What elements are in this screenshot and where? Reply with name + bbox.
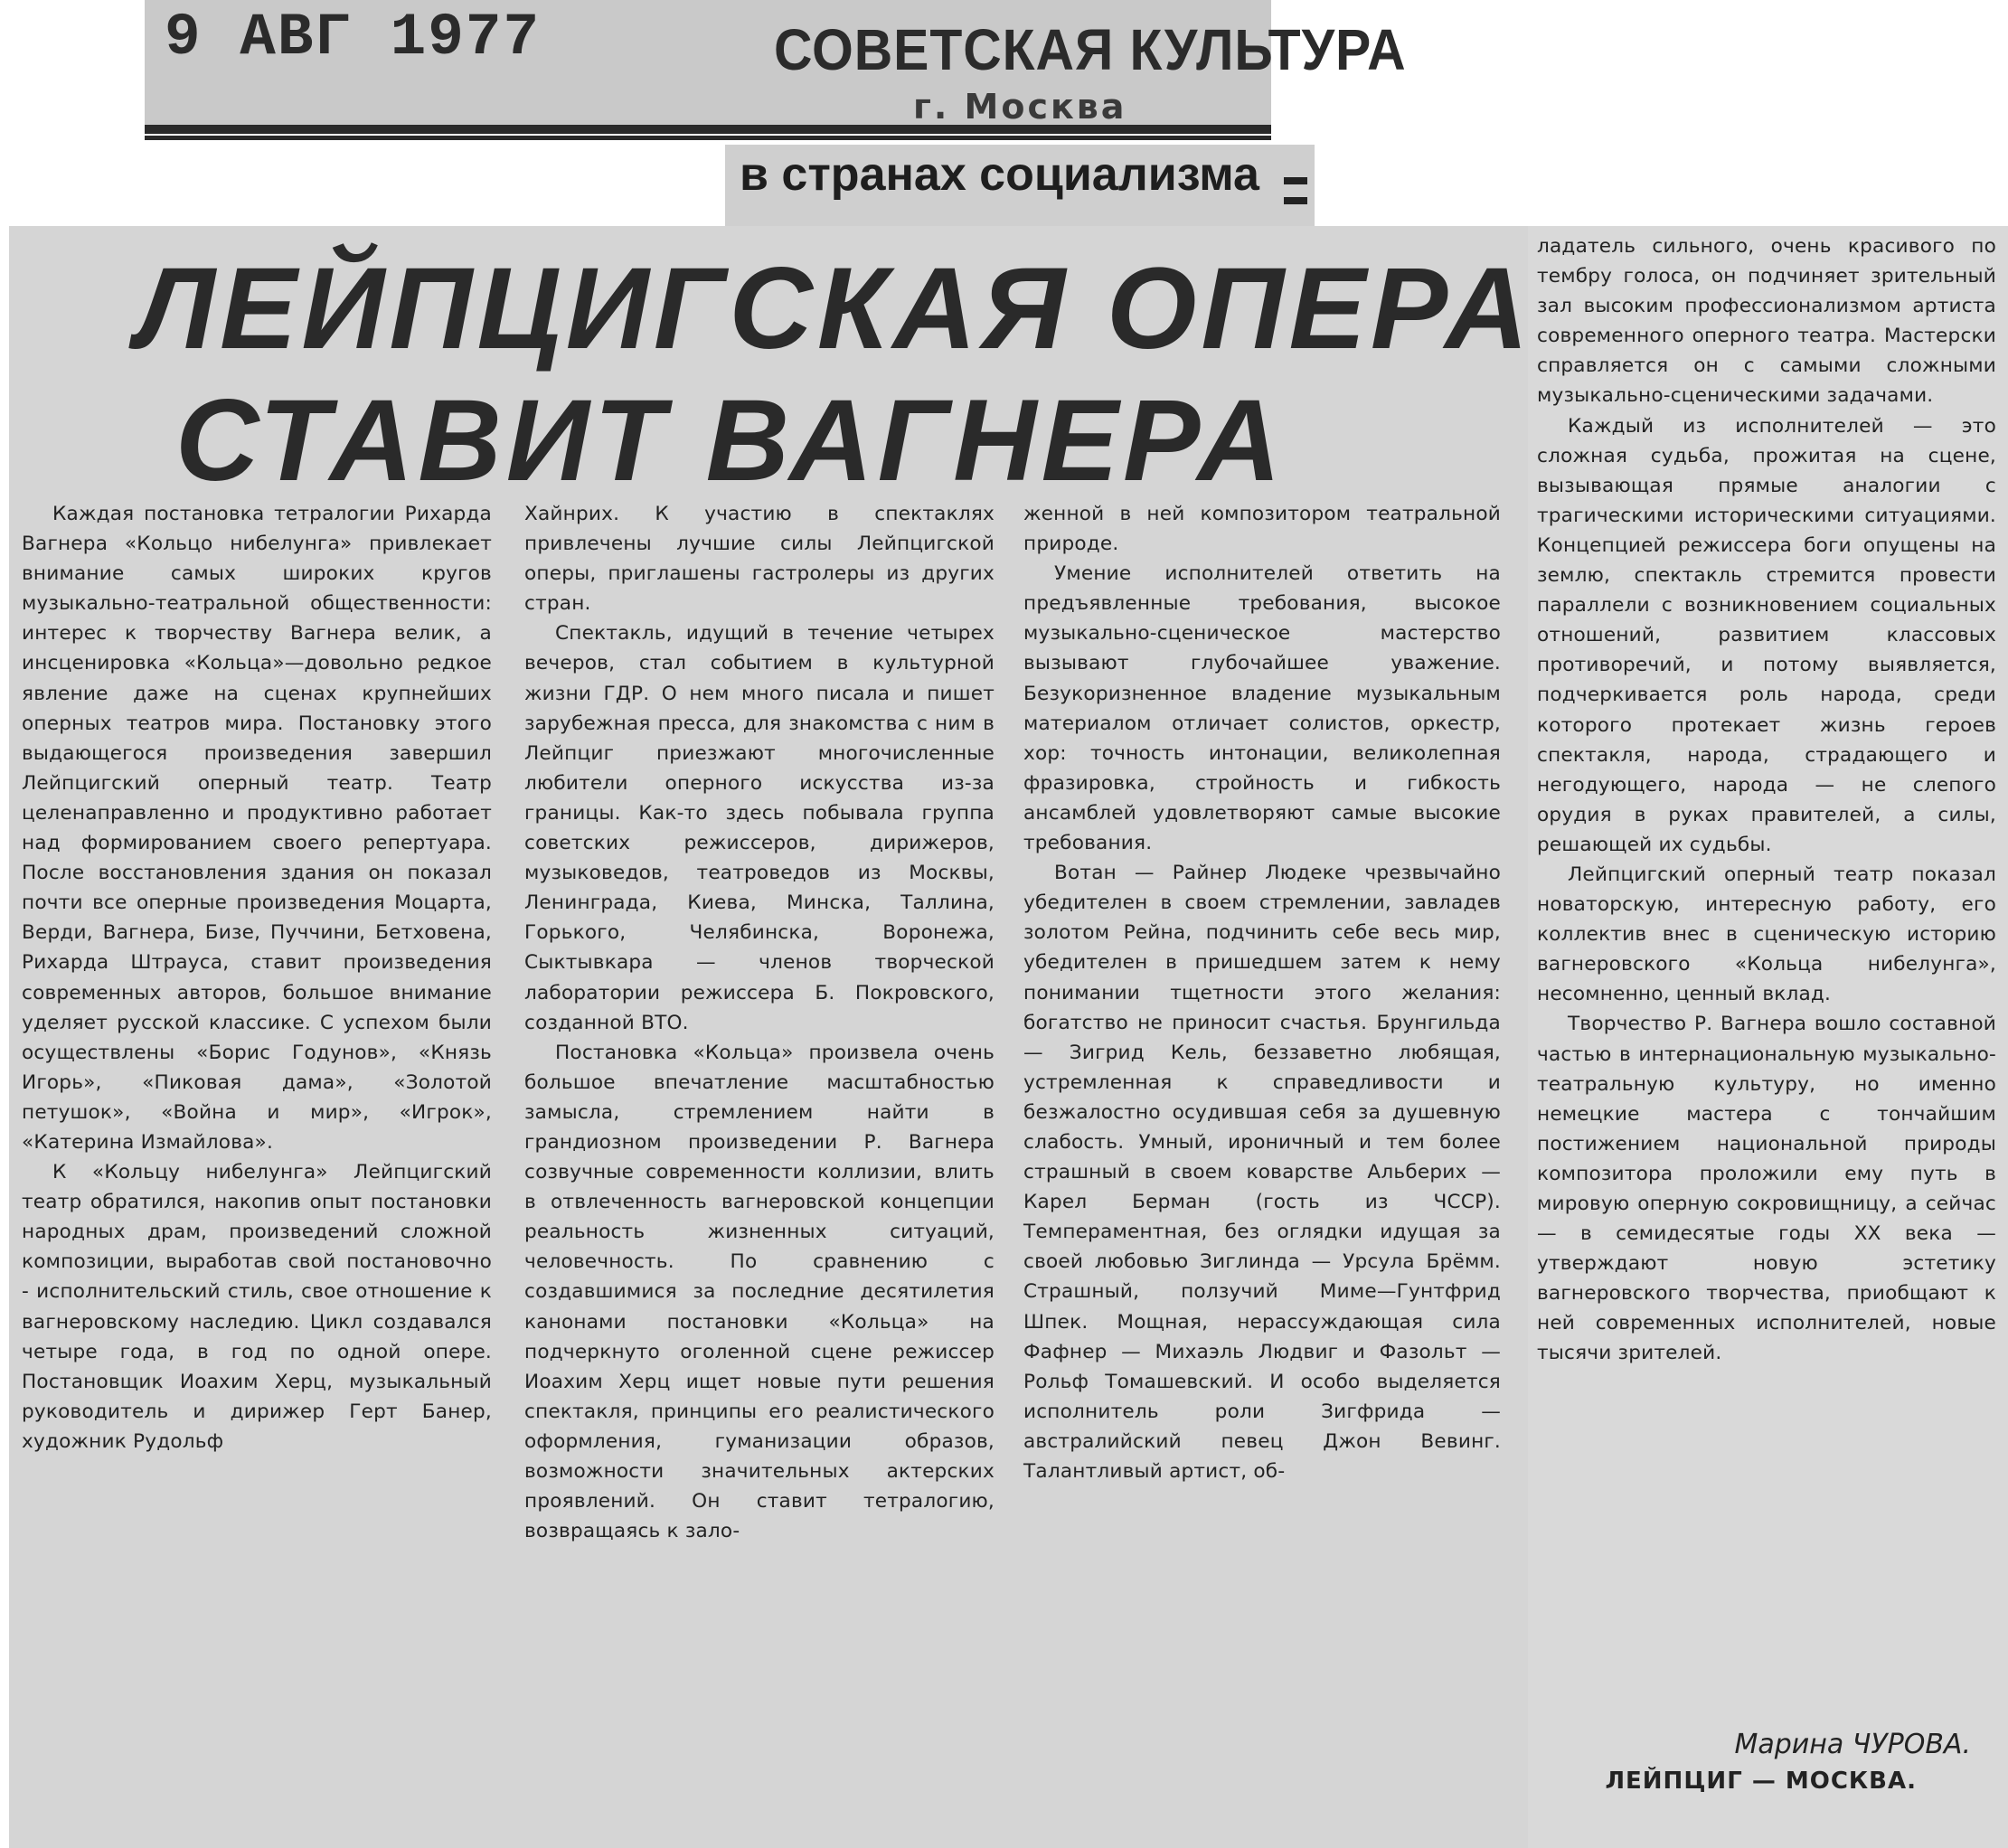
paragraph: женной в ней композитором театральной природе. [1023, 503, 1501, 556]
rubric-mark [1284, 177, 1307, 204]
rubric-heading: в странах социализма [740, 148, 1259, 201]
paragraph: Творчество Р. Вагнера вошло составной частью в интернациональную музыкально-театральную культуру, но именно немецкие мастера с тончайшим постижением национальной природы композитора проложили ему путь в мировую оперную сокровищницу, а сейчас — в семидесятые годы XX века — утверждают новую эстетику вагнеровского творчества, приобщают к ней современных исполнителей, новые тысячи зрителей. [1537, 1013, 1996, 1365]
date-stamp: 9 АВГ 1977 [165, 4, 542, 71]
dateline-place: ЛЕЙПЦИГ — МОСКВА. [1605, 1768, 1917, 1795]
newspaper-city: г. Москва [913, 87, 1127, 127]
byline [1573, 1727, 1971, 1799]
paragraph: Постановка «Кольца» произвела очень большое впечатление масштабностью замысла, стремлением найти в грандиозном произведении Р. Вагнера созвучные современности коллизии, влить в отвлеченность вагнеровской концепции реальность жизненных ситуаций, человечность. По сравнению с создавшимися за последние десятилетия канонами постановки «Кольца» на подчеркнуто оголенной сцене режиссер Иоахим Херц ищет новые пути решения спектакля, принципы его реалистического оформления, гуманизации образов, возможности значительных актерских проявлений. Он ставит тетралогию, возвращаясь к зало- [524, 1041, 995, 1543]
headline-line-1: ЛЕЙПЦИГСКАЯ ОПЕРА [136, 244, 1533, 373]
paragraph: Хайнрих. К участию в спектаклях привлечены лучшие силы Лейпцигской оперы, приглашены гастролеры из других стран. [524, 503, 995, 616]
paragraph: ладатель сильного, очень красивого по тембру голоса, он подчиняет зрительный зал высоким профессионализмом артиста современного оперного театра. Мастерски справляется он с самыми сложными музыкально-сценическими задачами. [1537, 235, 1996, 408]
newspaper-name: СОВЕТСКАЯ КУЛЬТУРА [774, 17, 1407, 82]
paragraph: Лейпцигский оперный театр показал новаторскую, интересную работу, его коллектив внес в сценическую историю вагнеровского «Кольца нибелунга», несомненно, ценный вклад. [1537, 863, 1996, 1006]
paragraph: К «Кольцу нибелунга» Лейпцигский театр обратился, накопив опыт постановки народных драм, произведений сложной композиции, выработав свой постановочно - исполнительский стиль, свое отношение к вагнеровскому наследию. Цикл создавался четыре года, в год по одной опере. Постановщик Иоахим Херц, музыкальный руководитель и дирижер Герт Банер, художник Рудольф [22, 1161, 492, 1453]
article-column-1 [22, 499, 492, 1457]
article-column-3 [1023, 499, 1501, 1486]
paragraph: Вотан — Райнер Людеке чрезвычайно убедителен в своем стремлении, завладев золотом Рейна, подчинить себе весь мир, убедителен в пришедшем затем к нему понимании тщетности этого желания: богатство не приносит счастья. Брунгильда — Зигрид Кель, беззаветно любящая, устремленная к справедливости и безжалостно осудившая себя за душевную слабость. Умный, ироничный и тем более страшный в своем коварстве Альберих — Карел Берман (гость из ЧССР). Темпераментная, без оглядки идущая за своей любовью Зиглинда — Урсула Брёмм. Страшный, ползучий Миме—Гунтфрид Шпек. Мощная, нерассуждающая сила Фафнер — Михаэль Людвиг и Фазольт — Рольф Томашевский. И особо выделяется исполнитель роли Зигфрида — австралийский певец Джон Вевинг. Талантливый артист, об- [1023, 862, 1501, 1483]
article-column-2 [524, 499, 995, 1546]
paragraph: Каждая постановка тетралогии Рихарда Вагнера «Кольцо нибелунга» привлекает внимание самых широких кругов музыкально-театральной общественности: интерес к творчеству Вагнера велик, а инсценировка «Кольца»—довольно редкое явление даже на сценах крупнейших оперных театров мира. Постановку этого выдающегося произведения завершил Лейпцигский оперный театр. Театр целенаправленно и продуктивно работает над формированием своего репертуара. После восстановления здания он показал почти все оперные произведения Моцарта, Верди, Вагнера, Бизе, Пуччини, Бетховена, Рихарда Штрауса, ставит произведения современных авторов, большое внимание уделяет русской классике. С успехом были осуществлены «Борис Годунов», «Князь Игорь», «Пиковая дама», «Золотой петушок», «Война и мир», «Игрок», «Катерина Измайлова». [22, 503, 492, 1154]
masthead-rule [145, 136, 1271, 140]
paragraph: Умение исполнителей ответить на предъявленные требования, высокое музыкально-сценическое мастерство вызывают глубочайшее уважение. Безукоризненное владение музыкальным материалом отличает солистов, оркестр, хор: точность интонации, великолепная фразировка, стройность и гибкость ансамблей удовлетворяют самые высокие требования. [1023, 562, 1501, 855]
paragraph: Спектакль, идущий в течение четырех вечеров, стал событием в культурной жизни ГДР. О нем много писала и пишет зарубежная пресса, для знакомства с ним в Лейпциг приезжают многочисленные любители оперного искусства из-за границы. Как-то здесь побывала группа советских режиссеров, дирижеров, музыковедов, театроведов из Москвы, Ленинграда, Киева, Минска, Таллина, Горького, Челябинска, Воронежа, Сыктывкара — членов творческой лаборатории режиссера Б. Покровского, созданной ВТО. [524, 622, 995, 1034]
author-name: Марина ЧУРОВА. [1734, 1729, 1971, 1760]
paragraph: Каждый из исполнителей — это сложная судьба, прожитая на сцене, вызывающая прямые аналогии с трагическими историческими ситуациями. Концепцией режиссера боги опущены на землю, спектакль стремится провести параллели с возникновением социальных отношений, развитием классовых противоречий, и потому выявляется, подчеркивается роль народа, среди которого протекает жизнь героев спектакля, народа, страдающего и негодующего, народа — не слепого орудия в руках правителей, а силы, решающей их судьбы. [1537, 414, 1996, 856]
masthead [145, 0, 1407, 134]
article-headline [136, 244, 1533, 505]
headline-line-2: СТАВИТ ВАГНЕРА [175, 376, 1286, 505]
article-column-4 [1537, 231, 1996, 1369]
